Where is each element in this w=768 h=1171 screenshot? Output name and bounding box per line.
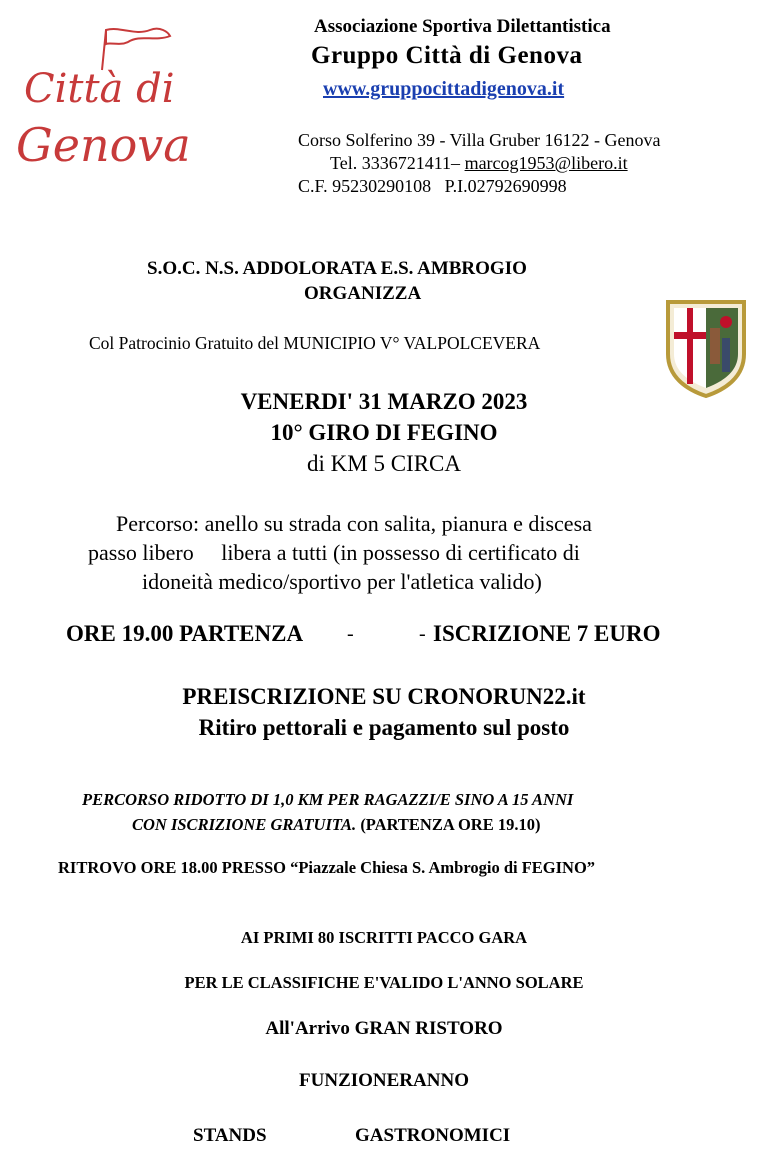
free-registration: CON ISCRIZIONE GRATUITA. <box>132 815 357 834</box>
address: Corso Solferino 39 - Villa Gruber 16122 - Genova <box>298 130 661 150</box>
ranking-note: PER LE CLASSIFICHE E'VALIDO L'ANNO SOLARE <box>184 973 584 992</box>
fee-dash: - <box>419 623 426 645</box>
start-dash: - <box>347 623 354 645</box>
logo-line1: Città di <box>24 66 175 112</box>
course-open: libera a tutti (in possesso di certificato di <box>221 540 580 565</box>
bib-pickup: Ritiro pettorali e pagamento sul posto <box>198 715 570 740</box>
tax-ids <box>298 176 567 197</box>
contact-line <box>330 153 628 174</box>
refreshment-label: GRAN RISTORO <box>354 1018 503 1039</box>
organizer-line2: ORGANIZZA <box>304 283 422 304</box>
reduced-start-time: (PARTENZA ORE 19.10) <box>360 815 541 834</box>
organizer-line1: S.O.C. N.S. ADDOLORATA E.S. AMBROGIO <box>147 258 527 279</box>
stands-label: STANDS <box>193 1125 267 1146</box>
reduced-course-line1: PERCORSO RIDOTTO DI 1,0 KM PER RAGAZZI/E SINO A 15 ANNI <box>82 790 574 809</box>
meeting-point <box>58 858 595 878</box>
vat-number: P.I.02792690998 <box>444 176 567 196</box>
function-note: FUNZIONERANNO <box>299 1070 469 1091</box>
registration-fee: ISCRIZIONE 7 EURO <box>433 621 661 646</box>
course-line1: Percorso: anello su strada con salita, pianura e discesa <box>116 511 592 536</box>
fiscal-code: C.F. 95230290108 <box>298 176 432 196</box>
arrival-refreshment <box>0 1018 768 1040</box>
phone: Tel. 3336721411– <box>330 153 461 173</box>
group-name: Gruppo Città di Genova <box>311 42 583 69</box>
city-logo <box>10 22 200 192</box>
course-line3: idoneità medico/sportivo per l'atletica valido) <box>142 569 542 594</box>
meeting-time: RITROVO ORE 18.00 PRESSO <box>58 858 286 877</box>
email-link[interactable]: marcog1953@libero.it <box>464 153 628 173</box>
website-link[interactable]: www.gruppocittadigenova.it <box>323 78 565 100</box>
gastronomy-label: GASTRONOMICI <box>355 1125 511 1146</box>
course-line2 <box>88 540 580 566</box>
arrival-label: All'Arrivo <box>265 1018 350 1039</box>
patronage: Col Patrocinio Gratuito del MUNICIPIO V° VALPOLCEVERA <box>89 333 541 353</box>
meeting-place: “Piazzale Chiesa S. Ambrogio di FEGINO” <box>290 858 596 877</box>
event-date: VENERDI' 31 MARZO 2023 <box>240 389 528 414</box>
municipality-shield-icon <box>664 298 748 398</box>
preregistration: PREISCRIZIONE SU CRONORUN22.it <box>182 684 586 709</box>
logo-line2: Genova <box>16 118 191 172</box>
course-free-pace: passo libero <box>88 540 194 565</box>
event-distance: di KM 5 CIRCA <box>307 451 461 476</box>
start-time: ORE 19.00 PARTENZA <box>66 621 304 646</box>
association-title: Associazione Sportiva Dilettantistica <box>314 16 611 37</box>
race-pack: AI PRIMI 80 ISCRITTI PACCO GARA <box>240 928 528 947</box>
reduced-course-line2 <box>132 815 540 835</box>
event-name: 10° GIRO DI FEGINO <box>270 420 498 445</box>
